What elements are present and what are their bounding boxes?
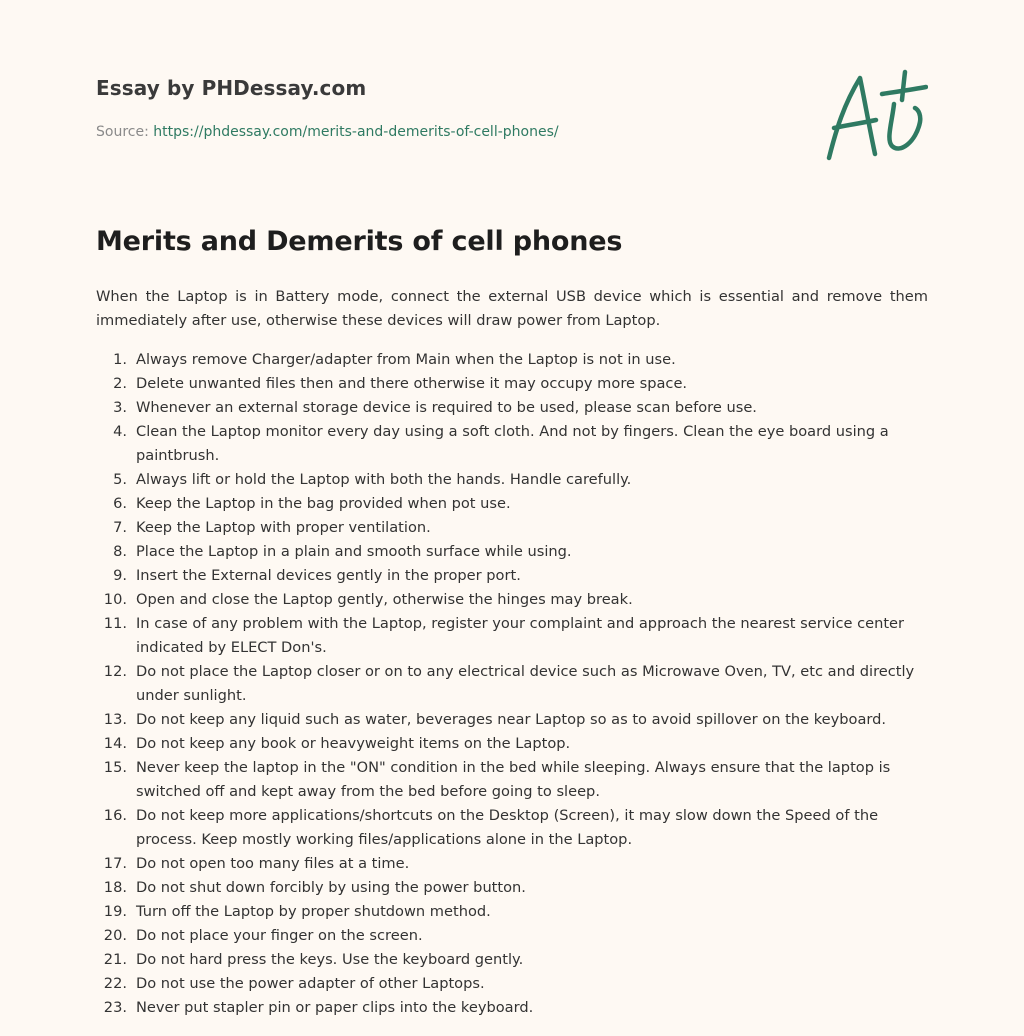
- list-item-number: 21.: [103, 951, 127, 968]
- list-item-number: 18.: [103, 879, 127, 896]
- list-item-number: 4.: [113, 423, 127, 440]
- list-item-number: 13.: [103, 711, 127, 728]
- list-item: [96, 516, 928, 540]
- list-item: [96, 756, 928, 804]
- list-item-text: Keep the Laptop in the bag provided when pot use.: [136, 495, 511, 512]
- list-item-text: Do not use the power adapter of other Laptops.: [136, 975, 485, 992]
- list-item: [96, 468, 928, 492]
- list-item: [96, 564, 928, 588]
- list-item-number: 20.: [103, 927, 127, 944]
- list-item-number: 2.: [113, 375, 127, 392]
- source-link[interactable]: https://phdessay.com/merits-and-demerits-of-cell-phones/: [153, 124, 559, 140]
- list-item: [96, 420, 928, 468]
- list-item-text: Do not shut down forcibly by using the power button.: [136, 879, 526, 896]
- list-item-number: 1.: [113, 351, 127, 368]
- list-item-text: Do not keep more applications/shortcuts on the Desktop (Screen), it may slow down the Speed of the process. Keep mostly working files/applications alone in the Laptop.: [136, 807, 879, 848]
- list-item-number: 8.: [113, 543, 127, 560]
- list-item: [96, 972, 928, 996]
- list-item-text: Do not open too many files at a time.: [136, 855, 410, 872]
- list-item-number: 7.: [113, 519, 127, 536]
- list-item-number: 16.: [103, 807, 127, 824]
- list-item: [96, 348, 928, 372]
- list-item-text: Place the Laptop in a plain and smooth surface while using.: [136, 543, 572, 560]
- list-item-number: 6.: [113, 495, 127, 512]
- list-item-text: In case of any problem with the Laptop, register your complaint and approach the nearest service center indicated by ELECT Don's.: [136, 615, 905, 656]
- list-item-number: 15.: [103, 759, 127, 776]
- list-item-text: Whenever an external storage device is required to be used, please scan before use.: [136, 399, 757, 416]
- list-item: [96, 708, 928, 732]
- tips-list: [96, 348, 928, 1020]
- list-item-text: Keep the Laptop with proper ventilation.: [136, 519, 431, 536]
- list-item: [96, 372, 928, 396]
- site-title: Essay by PHDessay.com: [96, 76, 367, 100]
- list-item: [96, 612, 928, 660]
- list-item-number: 19.: [103, 903, 127, 920]
- list-item-number: 14.: [103, 735, 127, 752]
- list-item: [96, 588, 928, 612]
- list-item-text: Do not hard press the keys. Use the keyboard gently.: [136, 951, 524, 968]
- list-item: [96, 492, 928, 516]
- list-item-text: Insert the External devices gently in the proper port.: [136, 567, 521, 584]
- list-item-text: Always remove Charger/adapter from Main when the Laptop is not in use.: [136, 351, 676, 368]
- list-item: [96, 396, 928, 420]
- list-item-number: 23.: [103, 999, 127, 1016]
- list-item-text: Never keep the laptop in the "ON" condition in the bed while sleeping. Always ensure that the laptop is switched off and kept away from the bed before going to sleep.: [136, 759, 891, 800]
- list-item-number: 9.: [113, 567, 127, 584]
- list-item-text: Do not place the Laptop closer or on to any electrical device such as Microwave Oven, TV, etc and directly under sunlight.: [136, 663, 915, 704]
- list-item-number: 22.: [103, 975, 127, 992]
- list-item-text: Open and close the Laptop gently, otherwise the hinges may break.: [136, 591, 633, 608]
- list-item-number: 17.: [103, 855, 127, 872]
- list-item-text: Do not keep any book or heavyweight items on the Laptop.: [136, 735, 571, 752]
- source-line: [96, 124, 559, 140]
- list-item: [96, 900, 928, 924]
- intro-paragraph: When the Laptop is in Battery mode, connect the external USB device which is essential and remove them immediately after use, otherwise these devices will draw power from Laptop.: [96, 288, 928, 329]
- list-item-number: 10.: [103, 591, 127, 608]
- list-item-text: Turn off the Laptop by proper shutdown method.: [136, 903, 491, 920]
- list-item-number: 12.: [103, 663, 127, 680]
- list-item-number: 11.: [103, 615, 127, 632]
- source-label: Source:: [96, 124, 149, 140]
- list-item-text: Clean the Laptop monitor every day using a soft cloth. And not by fingers. Clean the eye board using a paintbrush.: [136, 423, 889, 464]
- list-item: [96, 852, 928, 876]
- essay-title: Merits and Demerits of cell phones: [96, 226, 623, 257]
- list-item-text: Always lift or hold the Laptop with both the hands. Handle carefully.: [136, 471, 632, 488]
- list-item-text: Delete unwanted files then and there otherwise it may occupy more space.: [136, 375, 688, 392]
- list-item-number: 5.: [113, 471, 127, 488]
- list-item-number: 3.: [113, 399, 127, 416]
- list-item: [96, 660, 928, 708]
- list-item: [96, 804, 928, 852]
- a-plus-logo-icon: [822, 68, 928, 164]
- list-item: [96, 924, 928, 948]
- list-item: [96, 948, 928, 972]
- list-item: [96, 732, 928, 756]
- list-item-text: Never put stapler pin or paper clips into the keyboard.: [136, 999, 534, 1016]
- list-item: [96, 996, 928, 1020]
- list-item-text: Do not keep any liquid such as water, beverages near Laptop so as to avoid spillover on the keyboard.: [136, 711, 887, 728]
- list-item-text: Do not place your finger on the screen.: [136, 927, 423, 944]
- list-item: [96, 540, 928, 564]
- list-item: [96, 876, 928, 900]
